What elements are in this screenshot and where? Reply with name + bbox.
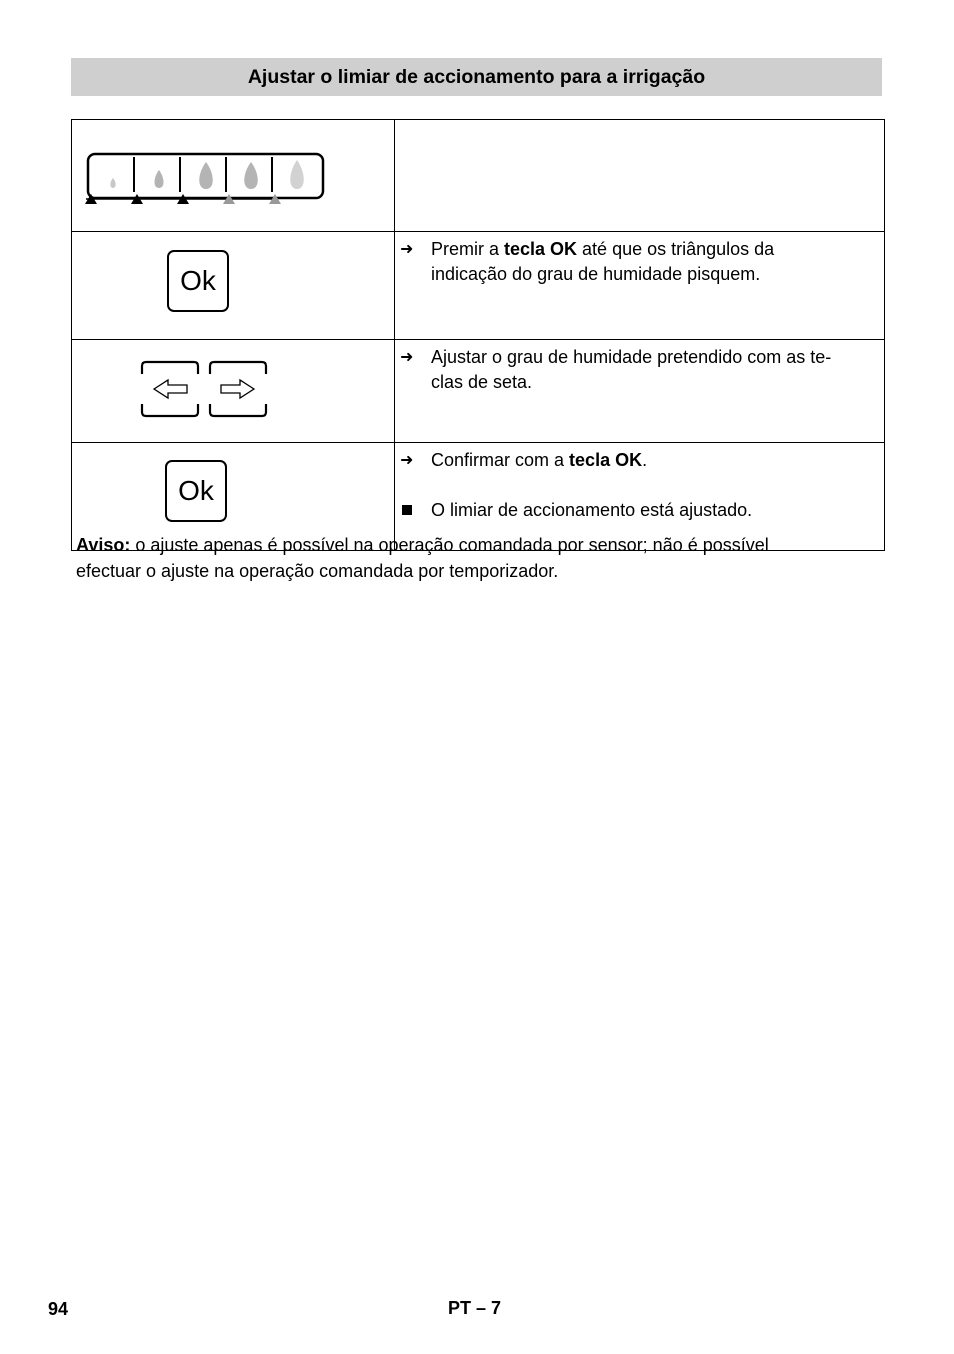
drop-2-icon — [155, 170, 164, 188]
result-text: O limiar de accionamento está ajustado. — [431, 500, 753, 520]
step-text: Premir a — [431, 239, 505, 259]
section-title — [71, 58, 882, 96]
arrow-icon: ➜ — [400, 452, 414, 469]
instruction-step — [400, 448, 884, 473]
step-text: indicação do grau de humidade pisquem. — [431, 264, 761, 284]
table-row — [72, 340, 885, 443]
notice-text: efectuar o ajuste na operação comandada por temporizador. — [76, 560, 559, 581]
table-row — [72, 232, 885, 340]
ok-key-label: Ok — [178, 475, 214, 506]
text-cell — [395, 120, 885, 232]
step-text: Confirmar com a — [431, 450, 570, 470]
ok-key-icon — [165, 460, 227, 522]
notice-text: o ajuste apenas é possível na operação comandada por sensor; não é possível — [130, 535, 769, 555]
humidity-level-display-icon — [82, 152, 327, 208]
step-text-bold: tecla OK — [504, 239, 578, 259]
text-cell — [395, 232, 885, 340]
text-cell — [395, 340, 885, 443]
right-arrow-key-icon — [210, 362, 266, 416]
step-text: Ajustar o grau de humidade pretendido com as te- — [431, 347, 832, 367]
arrow-keys-icon — [140, 360, 268, 420]
arrow-icon: ➜ — [400, 241, 414, 258]
icon-cell — [72, 232, 395, 340]
section-title-text: Ajustar o limiar de accionamento para a irrigação — [247, 65, 706, 88]
step-text-bold: tecla OK — [569, 450, 643, 470]
square-bullet-icon — [400, 498, 431, 523]
step-text: . — [642, 450, 648, 470]
ok-key-icon — [167, 250, 229, 312]
drop-3-icon — [199, 162, 213, 189]
instruction-table — [71, 119, 885, 551]
language-page-label: PT – 7 — [448, 1298, 502, 1318]
icon-cell — [72, 120, 395, 232]
notice-label: Aviso: — [76, 535, 131, 555]
drop-1-icon — [110, 178, 115, 188]
instruction-step — [400, 345, 884, 395]
drop-4-icon — [244, 162, 258, 189]
ok-key-label: Ok — [180, 265, 216, 296]
arrow-icon: ➜ — [400, 349, 414, 366]
instruction-step — [400, 237, 884, 287]
left-arrow-key-icon — [142, 362, 198, 416]
icon-cell — [72, 340, 395, 443]
step-text: até que os triângulos da — [577, 239, 775, 259]
drop-5-icon — [290, 160, 304, 189]
table-row — [72, 120, 885, 232]
step-text: clas de seta. — [431, 372, 533, 392]
page-number: 94 — [48, 1299, 69, 1319]
notice — [76, 533, 876, 584]
result-step — [400, 498, 884, 523]
